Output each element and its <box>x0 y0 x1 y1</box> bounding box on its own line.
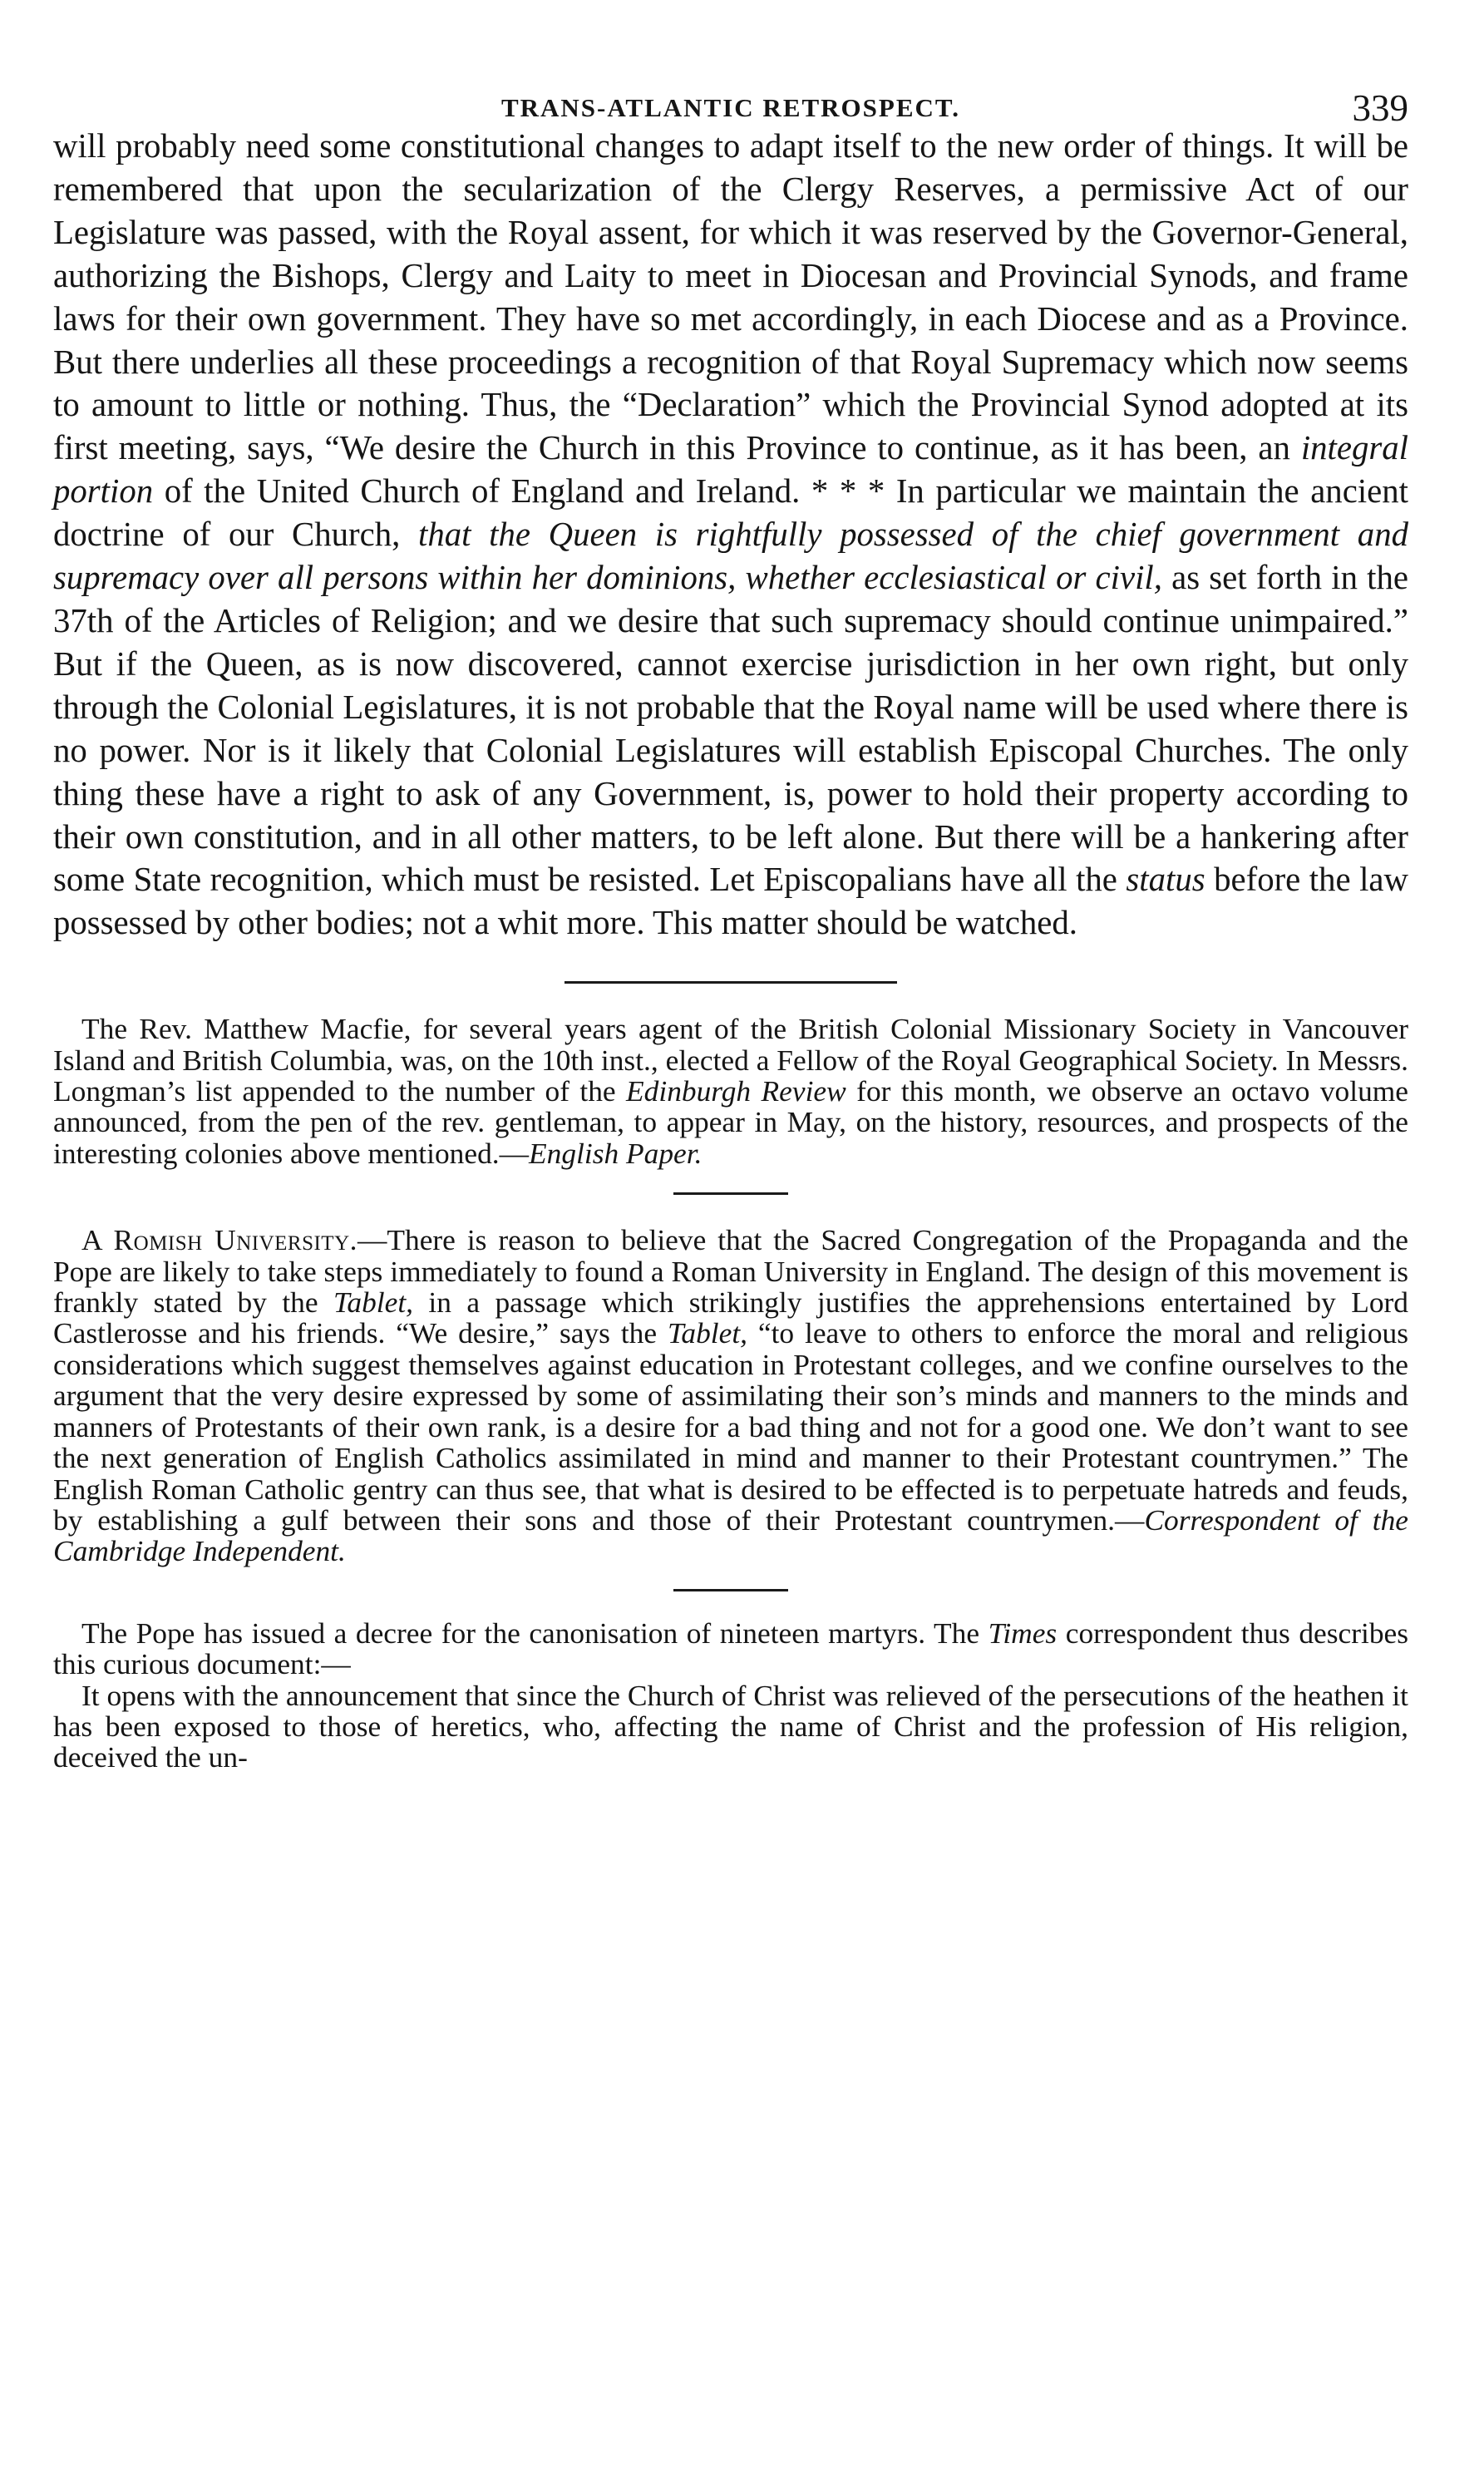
news-item-canonisation <box>53 1618 1408 1774</box>
paragraph-synod-supremacy <box>53 125 1408 945</box>
news-item-macfie <box>53 1014 1408 1169</box>
running-title: TRANS-ATLANTIC RETROSPECT. <box>500 93 961 122</box>
text-run: will probably need some constitutional changes to adapt itself to the new order of things. It will be remembered that upon the secularization of the Clergy Reserves, a permissive Act of our Legislature was passed, with the Royal assent, for which it was reserved by the Governor-General, authorizing the Bishops, Clergy and Laity to meet in Diocesan and Provincial Synods, and frame laws for their own government. They have so met accordingly, in each Diocese and as a Province. But there underlies all these proceedings a recognition of that Royal Supremacy which now seems to amount to little or nothing. Thus, the “Declaration” which the Provincial Synod adopted at its first meeting, says, “We desire the Church in this Province to continue, as it has been, an <box>53 127 1408 467</box>
item-heading: A Romish University. <box>81 1223 357 1257</box>
italic-run: status <box>1126 861 1205 899</box>
italic-run: Times <box>988 1616 1058 1650</box>
text-run: in a passage which strikingly justifies the apprehensions entertained by Lord Castlerosse and his friends. “We desire,” says the <box>53 1285 1408 1350</box>
text-run: for this month, we observe an octavo volume announced, from the pen of the rev. gentleman, to appear in May, on the history, resources, and prospects of the interesting colonies above mentioned.— <box>53 1074 1408 1170</box>
text-run: —There is reason to believe that the Sacred Congregation of the Propaganda and the Pope are likely to take steps immediately to found a Roman University in England. The design of this movement is frankly stated by the <box>53 1223 1408 1320</box>
text-run: as set forth in the 37th of the Articles of Religion; and we desire that such supremacy should continue unimpaired.” But if the Queen, as is now discovered, cannot exercise jurisdiction in her own right, but only through the Colonial Legislatures, it is not probable that the Royal name will be used where there is no power. Nor is it likely that Colonial Legislatures will establish Episcopal Churches. The only thing these have a right to ask of any Government, is, power to hold their property according to their own constitution, and in all other matters, to be left alone. But there will be a hankering after some State recognition, which must be resisted. Let Episcopalians have all the <box>53 559 1408 899</box>
italic-run: Edinburgh Review <box>626 1074 846 1108</box>
section-divider <box>673 1192 788 1195</box>
book-page <box>53 0 1408 1774</box>
italic-run: Tablet, <box>667 1316 747 1350</box>
italic-run: integral portion <box>53 429 1408 511</box>
page-number: 339 <box>1352 87 1408 129</box>
italic-run: that the Queen is rightfully possessed of the chief government and supremacy over all persons within her dominions, whether ecclesiastical or civil, <box>53 516 1408 597</box>
text-run: The Rev. Matthew Macfie, for several years agent of the British Colonial Missionary Society in Vancouver Island and British Columbia, was, on the 10th inst., elected a Fellow of the Royal Geographical Society. In Messrs. Longman’s list appended to the number of the <box>53 1012 1408 1108</box>
italic-run: English Paper. <box>529 1136 703 1170</box>
news-item-romish-university <box>53 1225 1408 1567</box>
article-continuation <box>53 125 1408 945</box>
text-run: The Pope has issued a decree for the canonisation of nineteen martyrs. The <box>81 1616 989 1650</box>
italic-run: Correspondent of the Cambridge Independent. <box>53 1503 1408 1568</box>
paragraph-macfie <box>53 1014 1408 1169</box>
italic-run: Tablet, <box>333 1285 414 1320</box>
text-run: before the law possessed by other bodies; not a whit more. This matter should be watched. <box>53 861 1408 942</box>
text-run: “to leave to others to enforce the moral and religious considerations which suggest themselves against education in Protestant colleges, and we confine ourselves to the argument that the very desire expressed by some of assimilating their son’s minds and manners to the minds and manners of Protestants of their own rank, is a desire for a bad thing and not for a good one. We don’t want to see the next generation of English Catholics assimilated in mind and manner to their Protestant countrymen.” The English Roman Catholic gentry can thus see, that what is desired to be effected is to perpetuate hatreds and feuds, by establishing a gulf between their sons and those of their Protestant countrymen.— <box>53 1316 1408 1537</box>
section-divider <box>673 1589 788 1591</box>
page-header <box>53 0 1408 129</box>
text-run: correspondent thus describes this curious document:— <box>53 1616 1408 1681</box>
text-run: of the United Church of England and Ireland. * * * In particular we maintain the ancient doctrine of our Church, <box>53 472 1408 554</box>
paragraph-canonisation <box>53 1618 1408 1680</box>
paragraph-decree-opening: It opens with the announcement that since the Church of Christ was relieved of the persecutions of the heathen it has been exposed to those of heretics, who, affecting the name of Christ and the profession of His religion, deceived the un- <box>53 1678 1408 1774</box>
section-divider <box>565 981 897 984</box>
paragraph-romish-university <box>53 1225 1408 1567</box>
